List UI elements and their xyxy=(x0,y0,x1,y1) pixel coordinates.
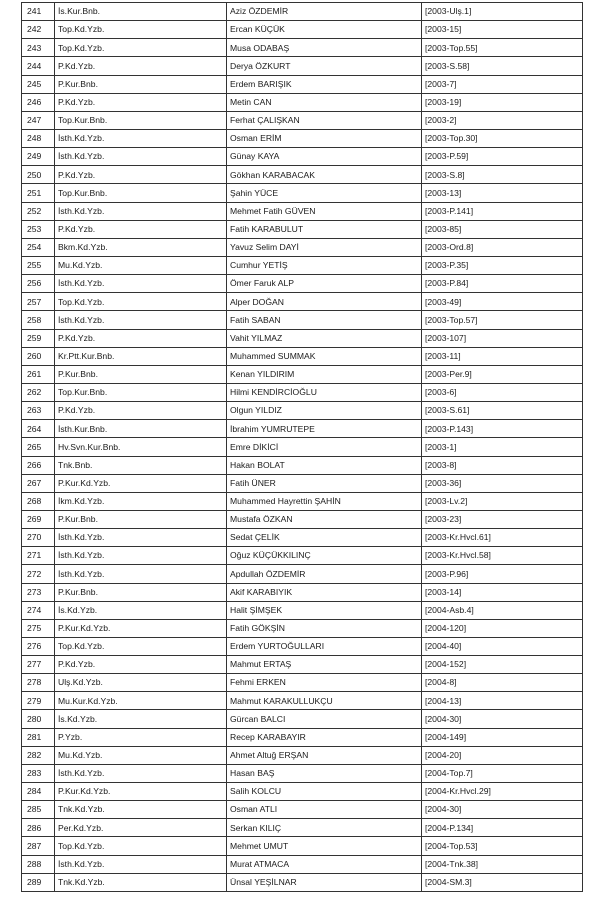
rank-cell: Top.Kd.Yzb. xyxy=(55,637,227,655)
rank-cell: P.Kur.Kd.Yzb. xyxy=(55,474,227,492)
row-number: 279 xyxy=(22,692,55,710)
name-cell: Muhammed SUMMAK xyxy=(227,347,422,365)
table-row xyxy=(22,438,583,456)
table-row xyxy=(22,456,583,474)
rank-cell: Top.Kd.Yzb. xyxy=(55,39,227,57)
table-row xyxy=(22,75,583,93)
row-number: 285 xyxy=(22,801,55,819)
name-cell: Oğuz KÜÇÜKKILINÇ xyxy=(227,547,422,565)
code-cell: [2004-Top.7] xyxy=(422,764,583,782)
code-cell: [2003-P.35] xyxy=(422,256,583,274)
code-cell: [2004-Tnk.38] xyxy=(422,855,583,873)
table-row xyxy=(22,819,583,837)
name-cell: Erdem BARIŞIK xyxy=(227,75,422,93)
rank-cell: İsth.Kd.Yzb. xyxy=(55,129,227,147)
table-row xyxy=(22,184,583,202)
table-row xyxy=(22,474,583,492)
code-cell: [2003-36] xyxy=(422,474,583,492)
code-cell: [2004-Top.53] xyxy=(422,837,583,855)
name-cell: Mahmut KARAKULLUKÇU xyxy=(227,692,422,710)
code-cell: [2003-8] xyxy=(422,456,583,474)
name-cell: Ömer Faruk ALP xyxy=(227,275,422,293)
row-number: 249 xyxy=(22,148,55,166)
name-cell: Fatih KARABULUT xyxy=(227,220,422,238)
row-number: 275 xyxy=(22,619,55,637)
rank-cell: Mu.Kd.Yzb. xyxy=(55,746,227,764)
table-row xyxy=(22,420,583,438)
table-row xyxy=(22,166,583,184)
name-cell: Şahin YÜCE xyxy=(227,184,422,202)
rank-cell: Tnk.Bnb. xyxy=(55,456,227,474)
code-cell: [2003-19] xyxy=(422,93,583,111)
rank-cell: Mu.Kur.Kd.Yzb. xyxy=(55,692,227,710)
rank-cell: İsth.Kd.Yzb. xyxy=(55,148,227,166)
table-row xyxy=(22,637,583,655)
table-row xyxy=(22,220,583,238)
name-cell: Serkan KILIÇ xyxy=(227,819,422,837)
code-cell: [2003-Per.9] xyxy=(422,365,583,383)
table-row xyxy=(22,275,583,293)
code-cell: [2003-2] xyxy=(422,111,583,129)
table-row xyxy=(22,365,583,383)
table-row xyxy=(22,238,583,256)
rank-cell: İs.Kd.Yzb. xyxy=(55,710,227,728)
rank-cell: İsth.Kd.Yzb. xyxy=(55,311,227,329)
code-cell: [2003-Top.57] xyxy=(422,311,583,329)
name-cell: Mustafa ÖZKAN xyxy=(227,510,422,528)
row-number: 245 xyxy=(22,75,55,93)
code-cell: [2004-30] xyxy=(422,801,583,819)
name-cell: Fatih SABAN xyxy=(227,311,422,329)
name-cell: Mehmet UMUT xyxy=(227,837,422,855)
rank-cell: İs.Kd.Yzb. xyxy=(55,601,227,619)
row-number: 284 xyxy=(22,783,55,801)
row-number: 283 xyxy=(22,764,55,782)
name-cell: Osman ATLI xyxy=(227,801,422,819)
name-cell: Murat ATMACA xyxy=(227,855,422,873)
row-number: 267 xyxy=(22,474,55,492)
rank-cell: Top.Kd.Yzb. xyxy=(55,837,227,855)
table-row xyxy=(22,728,583,746)
code-cell: [2003-6] xyxy=(422,383,583,401)
table-row xyxy=(22,837,583,855)
rank-cell: P.Kur.Bnb. xyxy=(55,75,227,93)
name-cell: Sedat ÇELİK xyxy=(227,529,422,547)
row-number: 246 xyxy=(22,93,55,111)
rank-cell: Ulş.Kd.Yzb. xyxy=(55,674,227,692)
code-cell: [2004-152] xyxy=(422,656,583,674)
rank-cell: Top.Kd.Yzb. xyxy=(55,293,227,311)
name-cell: Metin CAN xyxy=(227,93,422,111)
code-cell: [2004-P.134] xyxy=(422,819,583,837)
row-number: 263 xyxy=(22,402,55,420)
rank-cell: Top.Kd.Yzb. xyxy=(55,21,227,39)
code-cell: [2003-49] xyxy=(422,293,583,311)
rank-cell: P.Kd.Yzb. xyxy=(55,93,227,111)
rank-cell: P.Kur.Bnb. xyxy=(55,510,227,528)
rank-cell: Bkm.Kd.Yzb. xyxy=(55,238,227,256)
name-cell: Günay KAYA xyxy=(227,148,422,166)
code-cell: [2004-120] xyxy=(422,619,583,637)
code-cell: [2003-P.143] xyxy=(422,420,583,438)
code-cell: [2004-SM.3] xyxy=(422,873,583,891)
rank-cell: İsth.Kd.Yzb. xyxy=(55,529,227,547)
code-cell: [2004-13] xyxy=(422,692,583,710)
table-row xyxy=(22,347,583,365)
row-number: 280 xyxy=(22,710,55,728)
code-cell: [2003-13] xyxy=(422,184,583,202)
name-cell: Apdullah ÖZDEMİR xyxy=(227,565,422,583)
rank-cell: Per.Kd.Yzb. xyxy=(55,819,227,837)
code-cell: [2003-1] xyxy=(422,438,583,456)
row-number: 250 xyxy=(22,166,55,184)
row-number: 274 xyxy=(22,601,55,619)
table-row xyxy=(22,801,583,819)
table-row xyxy=(22,601,583,619)
row-number: 270 xyxy=(22,529,55,547)
table-body xyxy=(22,3,583,892)
code-cell: [2003-Lv.2] xyxy=(422,492,583,510)
row-number: 278 xyxy=(22,674,55,692)
rank-cell: P.Kd.Yzb. xyxy=(55,656,227,674)
rank-cell: İkm.Kd.Yzb. xyxy=(55,492,227,510)
row-number: 241 xyxy=(22,3,55,21)
table-row xyxy=(22,57,583,75)
name-cell: Muhammed Hayrettin ŞAHİN xyxy=(227,492,422,510)
code-cell: [2003-P.96] xyxy=(422,565,583,583)
name-cell: Kenan YILDIRIM xyxy=(227,365,422,383)
name-cell: Yavuz Selim DAYİ xyxy=(227,238,422,256)
code-cell: [2003-Ulş.1] xyxy=(422,3,583,21)
table-row xyxy=(22,129,583,147)
rank-cell: İsth.Kd.Yzb. xyxy=(55,202,227,220)
name-cell: Mahmut ERTAŞ xyxy=(227,656,422,674)
name-cell: Gökhan KARABACAK xyxy=(227,166,422,184)
code-cell: [2003-107] xyxy=(422,329,583,347)
row-number: 268 xyxy=(22,492,55,510)
row-number: 276 xyxy=(22,637,55,655)
table-row xyxy=(22,692,583,710)
rank-cell: İsth.Kd.Yzb. xyxy=(55,855,227,873)
name-cell: Ercan KÜÇÜK xyxy=(227,21,422,39)
name-cell: Osman ERİM xyxy=(227,129,422,147)
table-row xyxy=(22,855,583,873)
code-cell: [2004-8] xyxy=(422,674,583,692)
row-number: 260 xyxy=(22,347,55,365)
name-cell: Olgun YILDIZ xyxy=(227,402,422,420)
personnel-list-table xyxy=(21,2,583,892)
code-cell: [2003-11] xyxy=(422,347,583,365)
name-cell: Akif KARABIYIK xyxy=(227,583,422,601)
row-number: 288 xyxy=(22,855,55,873)
row-number: 254 xyxy=(22,238,55,256)
row-number: 256 xyxy=(22,275,55,293)
name-cell: Hasan BAŞ xyxy=(227,764,422,782)
name-cell: Derya ÖZKURT xyxy=(227,57,422,75)
row-number: 262 xyxy=(22,383,55,401)
name-cell: Emre DİKİCİ xyxy=(227,438,422,456)
rank-cell: P.Kd.Yzb. xyxy=(55,220,227,238)
table-row xyxy=(22,764,583,782)
table-row xyxy=(22,148,583,166)
row-number: 247 xyxy=(22,111,55,129)
row-number: 259 xyxy=(22,329,55,347)
name-cell: Fatih ÜNER xyxy=(227,474,422,492)
rank-cell: P.Kur.Kd.Yzb. xyxy=(55,783,227,801)
row-number: 242 xyxy=(22,21,55,39)
name-cell: Hilmi KENDİRCİOĞLU xyxy=(227,383,422,401)
table-row xyxy=(22,492,583,510)
table-row xyxy=(22,510,583,528)
table-row xyxy=(22,547,583,565)
table-row xyxy=(22,529,583,547)
name-cell: Cumhur YETİŞ xyxy=(227,256,422,274)
code-cell: [2003-Top.30] xyxy=(422,129,583,147)
table-row xyxy=(22,3,583,21)
row-number: 286 xyxy=(22,819,55,837)
rank-cell: İsth.Kd.Yzb. xyxy=(55,547,227,565)
code-cell: [2004-149] xyxy=(422,728,583,746)
row-number: 271 xyxy=(22,547,55,565)
code-cell: [2003-S.58] xyxy=(422,57,583,75)
rank-cell: Kr.Ptt.Kur.Bnb. xyxy=(55,347,227,365)
rank-cell: P.Kur.Kd.Yzb. xyxy=(55,619,227,637)
row-number: 265 xyxy=(22,438,55,456)
row-number: 248 xyxy=(22,129,55,147)
code-cell: [2003-7] xyxy=(422,75,583,93)
row-number: 282 xyxy=(22,746,55,764)
row-number: 273 xyxy=(22,583,55,601)
row-number: 281 xyxy=(22,728,55,746)
rank-cell: Tnk.Kd.Yzb. xyxy=(55,873,227,891)
row-number: 269 xyxy=(22,510,55,528)
code-cell: [2003-14] xyxy=(422,583,583,601)
row-number: 266 xyxy=(22,456,55,474)
rank-cell: P.Kd.Yzb. xyxy=(55,402,227,420)
table-row xyxy=(22,21,583,39)
rank-cell: Mu.Kd.Yzb. xyxy=(55,256,227,274)
rank-cell: Tnk.Kd.Yzb. xyxy=(55,801,227,819)
code-cell: [2003-Top.55] xyxy=(422,39,583,57)
code-cell: [2003-Ord.8] xyxy=(422,238,583,256)
rank-cell: Hv.Svn.Kur.Bnb. xyxy=(55,438,227,456)
rank-cell: P.Kd.Yzb. xyxy=(55,166,227,184)
row-number: 243 xyxy=(22,39,55,57)
table-row xyxy=(22,783,583,801)
row-number: 244 xyxy=(22,57,55,75)
rank-cell: İsth.Kd.Yzb. xyxy=(55,275,227,293)
table-row xyxy=(22,329,583,347)
table-row xyxy=(22,111,583,129)
name-cell: Fehmi ERKEN xyxy=(227,674,422,692)
table-row xyxy=(22,565,583,583)
rank-cell: Top.Kur.Bnb. xyxy=(55,383,227,401)
rank-cell: İsth.Kd.Yzb. xyxy=(55,565,227,583)
name-cell: Halit ŞİMŞEK xyxy=(227,601,422,619)
rank-cell: P.Kur.Bnb. xyxy=(55,583,227,601)
row-number: 253 xyxy=(22,220,55,238)
table-row xyxy=(22,619,583,637)
code-cell: [2003-P.141] xyxy=(422,202,583,220)
table-row xyxy=(22,710,583,728)
table-row xyxy=(22,311,583,329)
table-row xyxy=(22,202,583,220)
row-number: 264 xyxy=(22,420,55,438)
table-row xyxy=(22,93,583,111)
name-cell: Ferhat ÇALIŞKAN xyxy=(227,111,422,129)
table-row xyxy=(22,674,583,692)
name-cell: Salih KOLCU xyxy=(227,783,422,801)
rank-cell: İs.Kur.Bnb. xyxy=(55,3,227,21)
table-row xyxy=(22,656,583,674)
code-cell: [2004-Kr.Hvcl.29] xyxy=(422,783,583,801)
name-cell: İbrahim YUMRUTEPE xyxy=(227,420,422,438)
row-number: 287 xyxy=(22,837,55,855)
code-cell: [2003-Kr.Hvcl.58] xyxy=(422,547,583,565)
name-cell: Gürcan BALCI xyxy=(227,710,422,728)
rank-cell: İsth.Kur.Bnb. xyxy=(55,420,227,438)
row-number: 252 xyxy=(22,202,55,220)
row-number: 277 xyxy=(22,656,55,674)
name-cell: Hakan BOLAT xyxy=(227,456,422,474)
code-cell: [2003-23] xyxy=(422,510,583,528)
name-cell: Musa ODABAŞ xyxy=(227,39,422,57)
code-cell: [2003-S.8] xyxy=(422,166,583,184)
name-cell: Ahmet Altuğ ERŞAN xyxy=(227,746,422,764)
name-cell: Recep KARABAYIR xyxy=(227,728,422,746)
name-cell: Erdem YURTOĞULLARI xyxy=(227,637,422,655)
rank-cell: Top.Kur.Bnb. xyxy=(55,184,227,202)
name-cell: Mehmet Fatih GÜVEN xyxy=(227,202,422,220)
code-cell: [2003-85] xyxy=(422,220,583,238)
table-row xyxy=(22,746,583,764)
table-row xyxy=(22,39,583,57)
rank-cell: P.Kd.Yzb. xyxy=(55,329,227,347)
code-cell: [2004-30] xyxy=(422,710,583,728)
table-row xyxy=(22,583,583,601)
row-number: 257 xyxy=(22,293,55,311)
rank-cell: P.Yzb. xyxy=(55,728,227,746)
rank-cell: P.Kur.Bnb. xyxy=(55,365,227,383)
code-cell: [2004-40] xyxy=(422,637,583,655)
name-cell: Alper DOĞAN xyxy=(227,293,422,311)
name-cell: Ünsal YEŞİLNAR xyxy=(227,873,422,891)
name-cell: Fatih GÖKŞİN xyxy=(227,619,422,637)
name-cell: Vahit YILMAZ xyxy=(227,329,422,347)
table-row xyxy=(22,873,583,891)
name-cell: Aziz ÖZDEMİR xyxy=(227,3,422,21)
rank-cell: İsth.Kd.Yzb. xyxy=(55,764,227,782)
row-number: 251 xyxy=(22,184,55,202)
row-number: 289 xyxy=(22,873,55,891)
code-cell: [2003-P.59] xyxy=(422,148,583,166)
table-row xyxy=(22,383,583,401)
table-row xyxy=(22,256,583,274)
rank-cell: Top.Kur.Bnb. xyxy=(55,111,227,129)
table-row xyxy=(22,293,583,311)
code-cell: [2004-20] xyxy=(422,746,583,764)
row-number: 272 xyxy=(22,565,55,583)
table-row xyxy=(22,402,583,420)
code-cell: [2003-15] xyxy=(422,21,583,39)
row-number: 255 xyxy=(22,256,55,274)
row-number: 261 xyxy=(22,365,55,383)
rank-cell: P.Kd.Yzb. xyxy=(55,57,227,75)
code-cell: [2003-P.84] xyxy=(422,275,583,293)
code-cell: [2003-Kr.Hvcl.61] xyxy=(422,529,583,547)
code-cell: [2004-Asb.4] xyxy=(422,601,583,619)
code-cell: [2003-S.61] xyxy=(422,402,583,420)
row-number: 258 xyxy=(22,311,55,329)
